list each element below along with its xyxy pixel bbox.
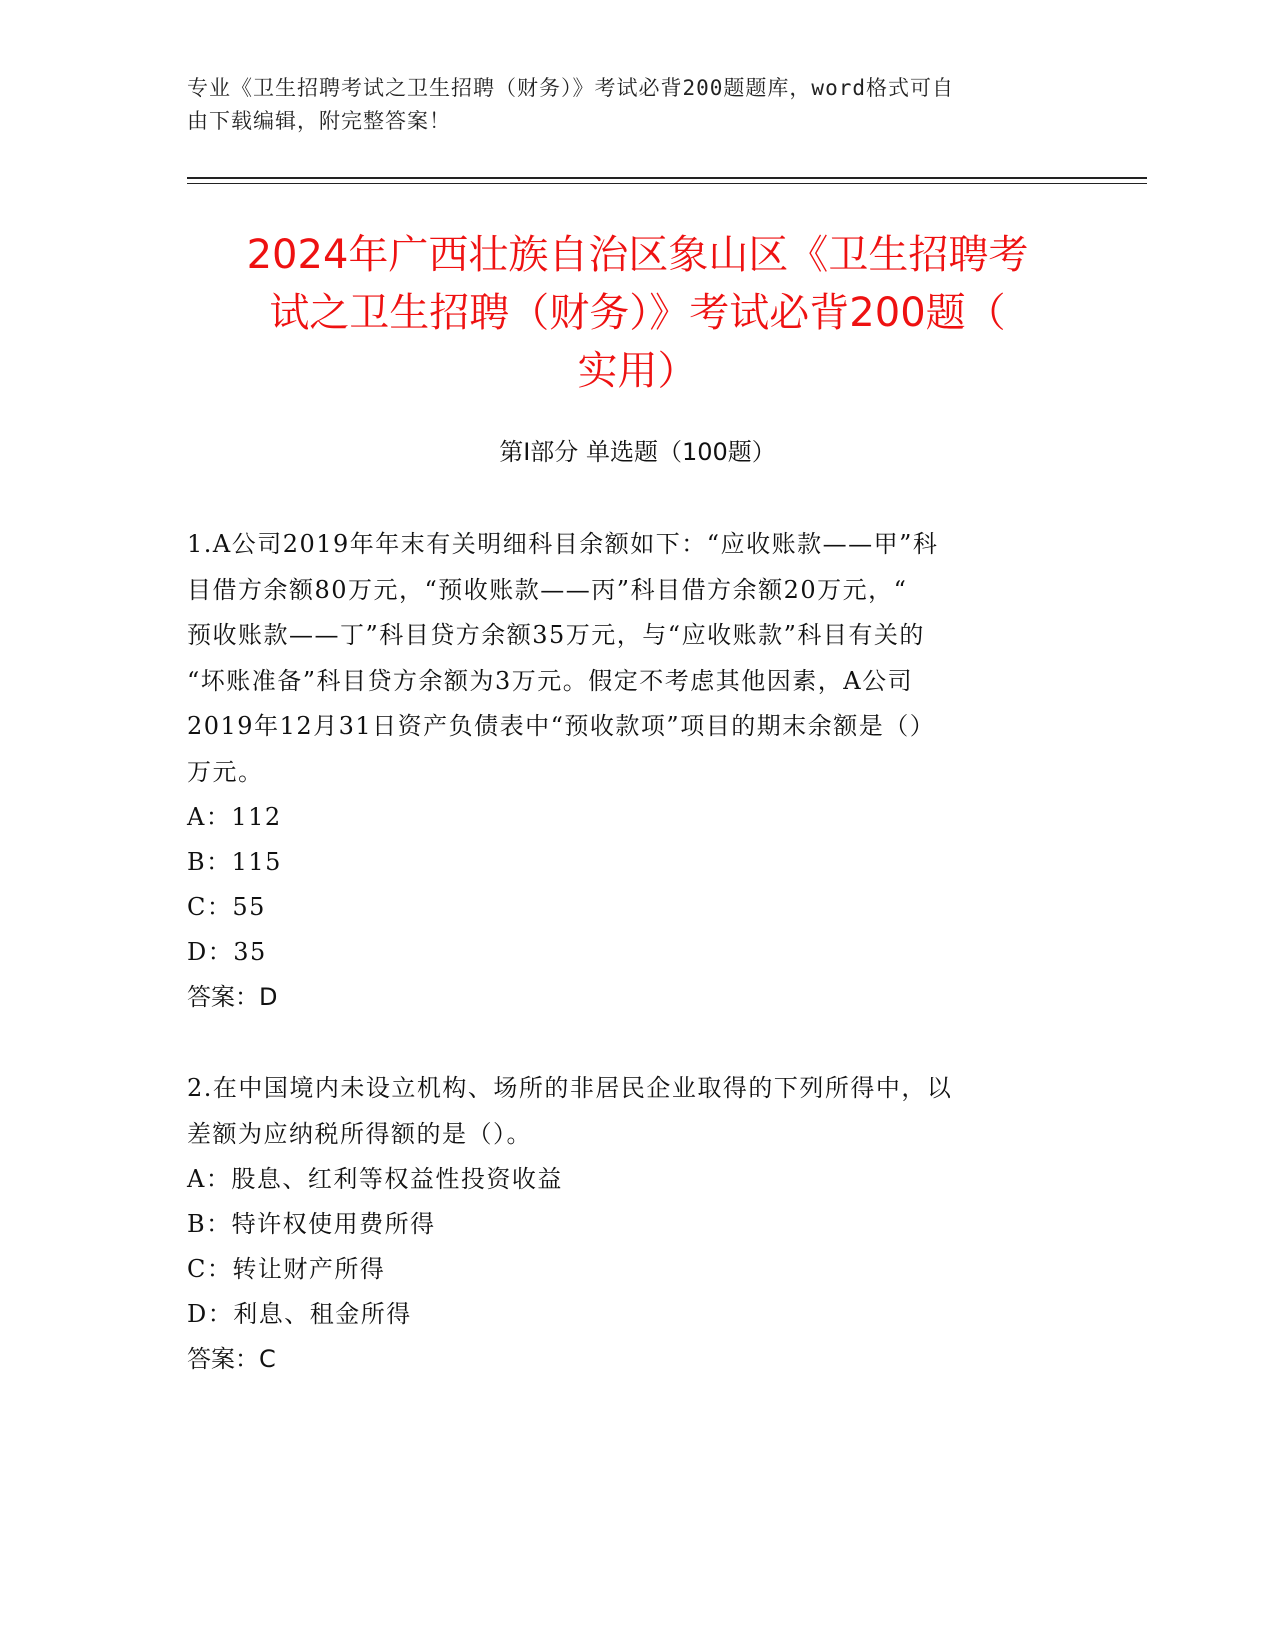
question-stem-line: 预收账款——丁”科目贷方余额35万元，与“应收账款”科目有关的 — [187, 621, 925, 649]
header-note-line-1: 专业《卫生招聘考试之卫生招聘（财务）》考试必背200题题库，word格式可自 — [187, 76, 954, 100]
document-title-line-1: 2024年广西壮族自治区象山区《卫生招聘考 — [246, 232, 1029, 278]
option-c: C：55 — [187, 893, 266, 921]
option-a: A：112 — [187, 803, 282, 831]
document-title-line-3: 实用） — [577, 348, 698, 394]
document-title-line-2: 试之卫生招聘（财务）》考试必背200题（ — [269, 290, 1006, 336]
document-title — [150, 226, 1125, 400]
question-stem-line: 万元。 — [187, 757, 264, 786]
header-note — [187, 72, 1067, 138]
option-a: A：股息、红利等权益性投资收益 — [187, 1165, 563, 1193]
header-note-line-2: 由下载编辑，附完整答案！ — [187, 109, 451, 133]
answer: 答案：D — [187, 983, 278, 1011]
header-rule-thick — [187, 177, 1147, 179]
option-c: C：转让财产所得 — [187, 1255, 386, 1283]
option-b: B：115 — [187, 848, 282, 876]
section-heading: 第Ⅰ部分 单选题（100题） — [499, 438, 776, 466]
question-stem — [187, 1066, 1067, 1157]
option-d: D：35 — [187, 938, 267, 966]
option-d: D：利息、租金所得 — [187, 1300, 412, 1328]
question-stem-line: 目借方余额80万元，“预收账款——丙”科目借方余额20万元，“ — [187, 575, 908, 604]
question-stem-line: “坏账准备”科目贷方余额为3万元。假定不考虑其他因素，A公司 — [187, 666, 914, 695]
question-stem-line: 1.A公司2019年年末有关明细科目余额如下：“应收账款——甲”科 — [187, 530, 939, 558]
option-b: B：特许权使用费所得 — [187, 1210, 436, 1238]
answer: 答案：C — [187, 1345, 276, 1373]
question-1 — [187, 522, 1067, 1020]
question-2 — [187, 1066, 1067, 1382]
question-stem — [187, 522, 1067, 795]
question-stem-line: 2.在中国境内未设立机构、场所的非居民企业取得的下列所得中，以 — [187, 1074, 953, 1102]
question-stem-line: 差额为应纳税所得额的是（）。 — [187, 1119, 532, 1148]
header-rule-thin — [187, 183, 1147, 184]
question-stem-line: 2019年12月31日资产负债表中“预收款项”项目的期末余额是（） — [187, 712, 936, 740]
